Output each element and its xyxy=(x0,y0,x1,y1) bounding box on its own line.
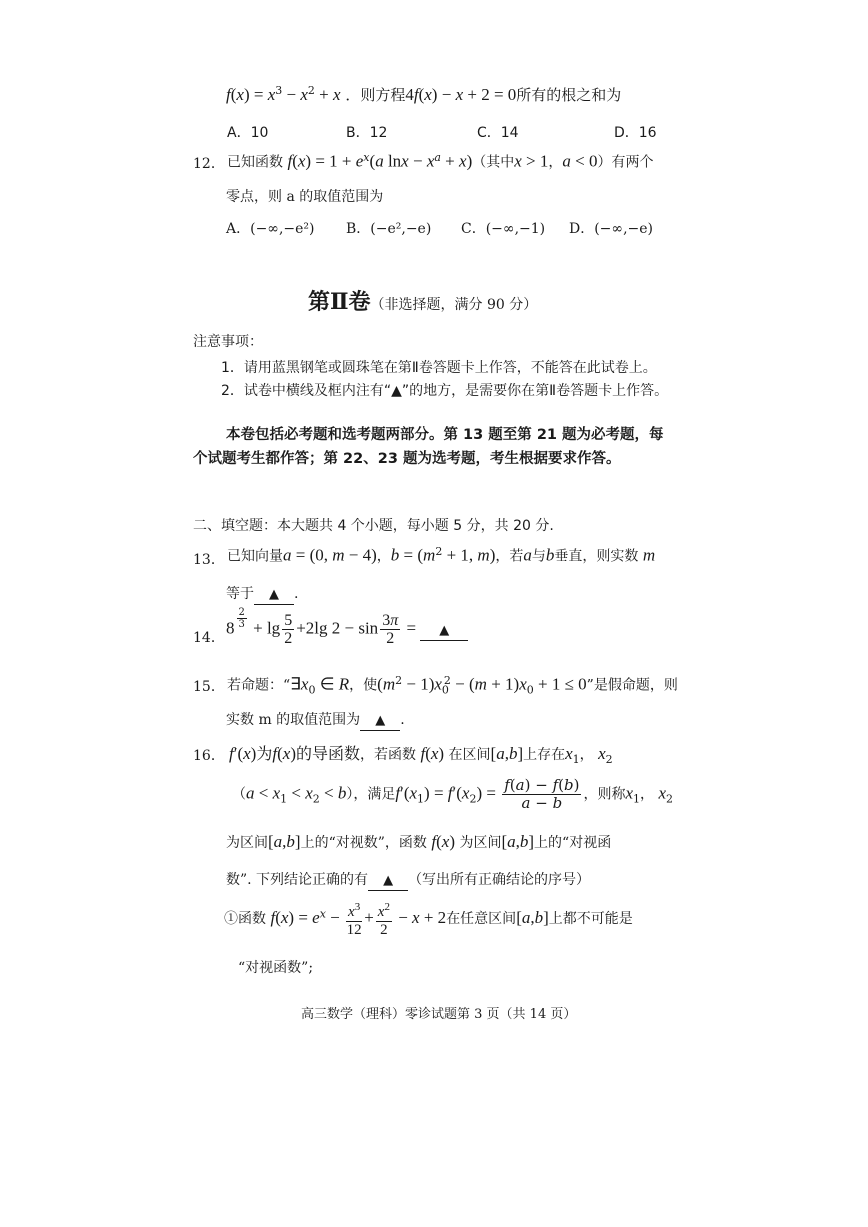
part2-heading: 二、填空题：本大题共 4 个小题，每小题 5 分，共 20 分. xyxy=(193,518,554,534)
section2-subtitle: （非选择题，满分 90 分） xyxy=(370,297,538,313)
q16-item1: ①函数 $f(x) = e^x$ − $\frac{x^3}{12}$ + $\frac{x^2}{2}$ − x + 2在任意区间[a,b]上都不可能是 xyxy=(224,901,633,938)
q13-number: 13． xyxy=(193,552,225,568)
q12-option-a: A．(−∞,−e²) xyxy=(226,221,315,237)
q16-item1-end: “对视函数”; xyxy=(238,960,314,976)
q16-line3: 为区间[a,b]上的“对视数”，函数 f(x) 为区间[a,b]上的“对视函 xyxy=(226,832,612,851)
q12-line1: 已知函数 $f(x) = 1 + e^x(a$ $\ln x - x^a + x$)（其中x > 1，a < 0）有两个 xyxy=(227,151,654,171)
q14-answer-mark: ▲ xyxy=(439,622,450,638)
page-footer: 高三数学（理科）零诊试题第 3 页（共 14 页） xyxy=(301,1007,577,1022)
notice-item-2: 2．试卷中横线及框内注有“▲”的地方，是需要你在第Ⅱ卷答题卡上作答。 xyxy=(221,383,669,399)
q12-line2: 零点，则 a 的取值范围为 xyxy=(226,189,384,205)
q11-option-d: D．16 xyxy=(614,125,657,141)
q15-answer-mark: ▲ xyxy=(375,713,386,728)
q14-number: 14． xyxy=(193,630,225,646)
q15-line2: 实数 m 的取值范围为 ▲ . xyxy=(226,709,405,731)
q13-line2: 等于 ▲ . xyxy=(226,583,298,605)
q15-line1: 若命题：“$\exists x_0$ ∈ R，使$(m^2 - 1)x_0^2 - (m + 1)x_0 + 1 \le 0$”是假命题，则 xyxy=(227,674,678,697)
q16-line1: f′(x)为f(x)的导函数，若函数 f(x) 在区间[a,b]上存在$x_1$， $x_2$ xyxy=(229,744,613,766)
q16-number: 16． xyxy=(193,748,225,764)
q11-option-b: B．12 xyxy=(346,125,388,141)
intro-line2: 个试题考生都作答；第 22、23 题为选考题，考生根据要求作答。 xyxy=(193,451,621,467)
section2-title: 第Ⅱ卷 xyxy=(308,289,371,315)
notice-heading: 注意事项： xyxy=(193,334,263,350)
intro-line1: 本卷包括必考题和选考题两部分。第 13 题至第 21 题为必考题，每 xyxy=(226,427,664,443)
q11-option-c: C．14 xyxy=(477,125,519,141)
q14-expression: 8 $^{\frac{2}{3}}$ + lg $\frac{5}{2}$ +2lg 2 − sin $\frac{3\pi}{2}$ = ▲ xyxy=(226,612,468,647)
section2-heading xyxy=(308,285,537,316)
q16-answer-mark: ▲ xyxy=(383,873,394,888)
q16-line4: 数”. 下列结论正确的有 ▲ （写出所有正确结论的序号） xyxy=(226,869,590,891)
q15-number: 15． xyxy=(193,679,225,695)
q12-option-d: D．(−∞,−e) xyxy=(569,221,654,237)
q11-option-a: A．10 xyxy=(227,125,269,141)
q12-option-c: C．(−∞,−1) xyxy=(461,221,546,237)
q13-answer-mark: ▲ xyxy=(269,587,279,602)
q11-equation-line: $f(x) = x^3 - x^2 + x$ ．则方程4f(x) − x + 2 = 0所有的根之和为 xyxy=(226,84,622,104)
q12-number: 12． xyxy=(193,156,225,172)
q16-line2: $(a < x_1 < x_2 < b)$，满足$f'(x_1) = f'(x_2)$ = $\frac{f(a) - f(b)}{a - b}$ ，则称$x_1$， $x_2$ xyxy=(232,776,673,812)
q13-line1: 已知向量a = (0, m − 4)，$b = (m^2 + 1$, m)，若a与b垂直，则实数 m xyxy=(227,545,656,565)
notice-item-1: 1．请用蓝黑钢笔或圆珠笔在第Ⅱ卷答题卡上作答，不能答在此试卷上。 xyxy=(221,360,657,376)
q12-option-b: B．(−e²,−e) xyxy=(346,221,432,237)
